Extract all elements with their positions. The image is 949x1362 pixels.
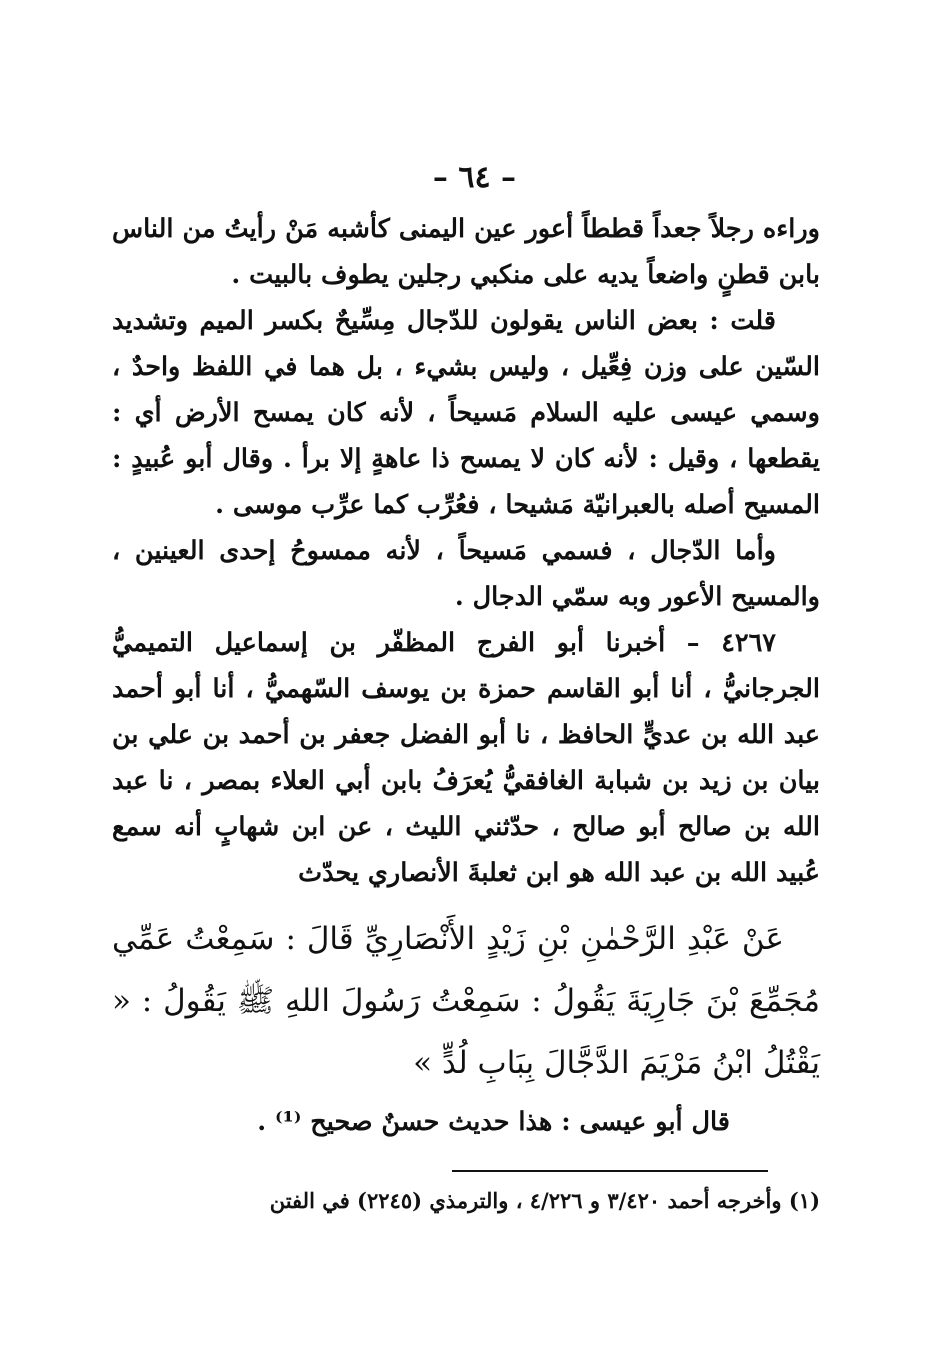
- paragraph-continuation: وراءه رجلاً جعداً قططاً أعور عين اليمنى كأشبه مَنْ رأيتُ من الناس بابن قطنٍ واضعاً يديه على منكبي رجلين يطوف بالبيت .: [112, 214, 820, 290]
- hadith-text: عَنْ عَبْدِ الرَّحْمٰنِ بْنِ زَيْدٍ الأَنْصَارِيِّ قَالَ : سَمِعْتُ عَمِّي مُجَمِّعَ بْنَ جَارِيَةَ يَقُولُ : سَمِعْتُ رَسُولَ اللهِ ﷺ يَقُولُ : « يَقْتُلُ ابْنُ مَرْيَمَ الدَّجَّالَ بِبَابِ لُدٍّ »: [112, 921, 820, 1081]
- footnote-divider: [452, 1170, 768, 1172]
- paragraph-dajjal-note: وأما الدّجال ، فسمي مَسيحاً ، لأنه ممسوحُ إحدى العينين ، والمسيح الأعور وبه سمّي الدجال .: [112, 536, 820, 612]
- hadith-grading: قال أبو عيسى : هذا حديث حسنٌ صحيح ⁽¹⁾ .: [257, 1107, 730, 1137]
- paragraph-commentary: قلت : بعض الناس يقولون للدّجال مِسِّيحٌ بكسر الميم وتشديد السّين على وزن فِعِّيل ، وليس بشيء ، بل هما في اللفظ واحدٌ ، وسمي عيسى عليه السلام مَسيحاً ، لأنه كان يمسح الأرض أي : يقطعها ، وقيل : لأنه كان لا يمسح ذا عاهةٍ إلا برأ . وقال أبو عُبيدٍ : المسيح أصله بالعبرانيّة مَشيحا ، فعُرِّب كما عرِّب موسى .: [112, 306, 820, 520]
- main-text: [112, 206, 820, 1146]
- paragraph-isnad: ٤٢٦٧ – أخبرنا أبو الفرج المظفّر بن إسماعيل التميميُّ الجرجانيُّ ، أنا أبو القاسم حمزة بن يوسف السّهميُّ ، أنا أبو أحمد عبد الله بن عديٍّ الحافظ ، نا أبو الفضل جعفر بن أحمد بن علي بن بيان بن زيد بن شبابة الغافقيُّ يُعرَفُ بابن أبي العلاء بمصر ، نا عبد الله بن صالح أبو صالح ، حدّثني الليث ، عن ابن شهابٍ أنه سمع عُبيد الله بن عبد الله هو ابن ثعلبةَ الأنصاري يحدّث: [112, 628, 820, 888]
- page-number: – ٦٤ –: [432, 160, 517, 195]
- footnote: (١) وأخرجه أحمد ٣/٤٢٠ و ٤/٢٢٦ ، والترمذي (٢٢٤٥) في الفتن: [269, 1188, 820, 1213]
